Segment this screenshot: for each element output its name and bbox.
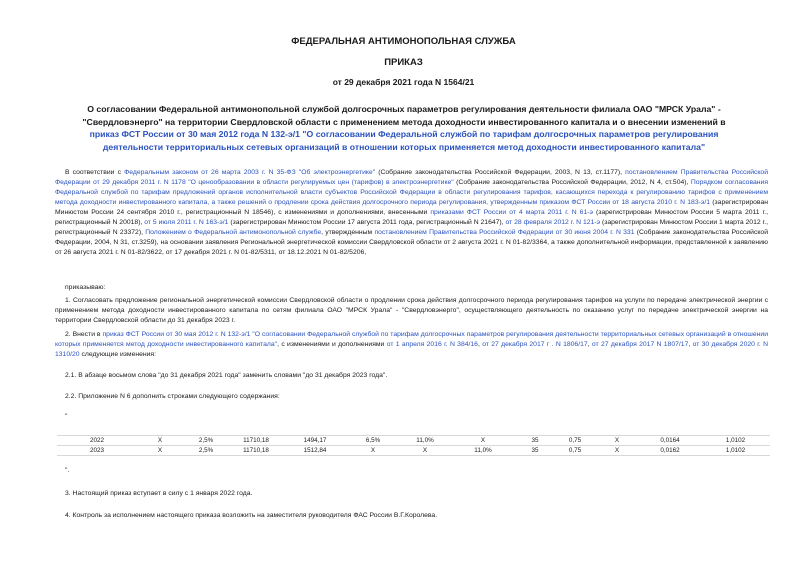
link-amend-1806[interactable]: от 27 декабря 2017 г . N 1806/17	[482, 341, 588, 348]
quote-close	[55, 466, 69, 476]
table-cell: 35	[515, 446, 555, 456]
title-link[interactable]: приказ ФСТ России от 30 мая 2012 года N 132-э/1 "О согласовании Федеральной службой по тарифам долгосрочных параметров регулирования деятельности территориальных сетевых организаций в отношении которых применяется метод доходности инвестированного капитала"	[89, 129, 719, 152]
item-2-1	[55, 371, 387, 381]
preamble-text: В соответствии с	[65, 169, 125, 176]
document-title	[70, 103, 738, 153]
table-cell: 0,0162	[639, 446, 701, 456]
link-fas-regulation[interactable]: Положением о Федеральной антимонопольной службе	[145, 229, 322, 236]
table-cell: 2,5%	[183, 446, 229, 456]
link-fst-order-132[interactable]: приказ ФСТ России от 30 мая 2012 г. N 132-э/1 "О согласовании Федеральной службой по тарифам долгосрочных параметров регулирования деятельности территориальных сетевых организаций в отношении которых применяется метод доходности инвестированного капитала"	[55, 331, 768, 348]
table-cell: 0,0164	[639, 436, 701, 446]
table-cell: 11710,18	[229, 446, 283, 456]
item-4	[55, 511, 437, 521]
quote-open	[55, 412, 67, 422]
table-cell: 2023	[57, 446, 137, 456]
table-cell: X	[137, 446, 183, 456]
table-cell: 11,0%	[399, 436, 451, 446]
table-cell: 1494,17	[283, 436, 347, 446]
table-cell: 6,5%	[347, 436, 399, 446]
preamble-paragraph	[55, 168, 768, 258]
table-cell: 11710,18	[229, 436, 283, 446]
link-fst-order-61[interactable]: приказами ФСТ России от 4 марта 2011 г. N 61-э	[430, 209, 593, 216]
orders-text: приказываю:	[65, 284, 106, 291]
link-amend-384[interactable]: от 1 апреля 2016 г. N 384/16	[386, 341, 478, 348]
table-cell: X	[451, 436, 515, 446]
preamble-text: , утвержденным	[321, 229, 375, 236]
preamble-text: (зарегистрирован Минюстом России 5 марта 2011 г., регистрационный N 20018),	[55, 209, 768, 226]
title-text: О согласовании Федеральной антимонопольной службой долгосрочных параметров регулирования деятельности филиала ОАО "МРСК Урала" - "Свердловэнерго" на территории Свердловской области с применением метода доходности инвестированного капитала и о внесении изменений в	[82, 104, 726, 127]
preamble-text: (зарегистрирован Минюстом России 17 августа 2011 года, регистрационный N 21647),	[228, 219, 506, 226]
item-2-text: ,	[688, 341, 693, 348]
table-cell: 11,0%	[451, 446, 515, 456]
link-amend-1310[interactable]: от 30 декабря 2020 г. N 1310/20	[55, 341, 769, 358]
quote-open-text: "	[65, 413, 68, 420]
table-cell: 1,0102	[701, 446, 770, 456]
link-fst-order-163[interactable]: от 5 июля 2011 г. N 163-э/1	[144, 219, 229, 226]
item-2-2	[55, 392, 280, 402]
table-cell: X	[137, 436, 183, 446]
item-3-text: 3. Настоящий приказ вступает в силу с 1 января 2022 года.	[65, 490, 253, 497]
link-amend-1807[interactable]: от 27 декабря 2017 N 1807/17	[591, 341, 689, 348]
link-federal-law[interactable]: Федеральным законом от 26 марта 2003 г. N 35-ФЗ "Об электроэнергетике"	[124, 169, 376, 176]
link-procedure[interactable]: Порядком согласования Федеральной службой по тарифам предложений органов исполнительной власти субъектов Российской Федерации в области регулирования тарифов, касающихся перехода к регулированию тарифов с применением метода доходности инвестированного капитала, а также решений о продлении срока действия долгосрочного периода регулирования, утвержденным приказом ФСТ России от 18 августа 2010 г. N 183-э/1	[55, 179, 769, 206]
item-2	[55, 330, 768, 360]
table-cell: X	[347, 446, 399, 456]
item-1	[55, 296, 768, 326]
table-cell: X	[595, 436, 639, 446]
item-2-text: 2. Внести в	[65, 331, 103, 338]
table-cell: 2022	[57, 436, 137, 446]
table-cell: 0,75	[555, 436, 595, 446]
item-2-2-text: 2.2. Приложение N 6 дополнить строками следующего содержания:	[65, 393, 280, 400]
preamble-text: (зарегистрирован Минюстом России 1 марта 2012 г., регистрационный N 23372),	[55, 219, 768, 236]
document-type: ПРИКАЗ	[384, 57, 423, 68]
link-decree-331[interactable]: постановлением Правительства Российской Федерации от 30 июня 2004 г. N 331	[374, 229, 635, 236]
table-cell: X	[399, 446, 451, 456]
item-2-text: ,	[477, 341, 483, 348]
item-2-1-text: 2.1. В абзаце восьмом слова "до 31 декабря 2021 года" заменить словами "до 31 декабря 2023 года".	[65, 372, 388, 379]
agency-name: ФЕДЕРАЛЬНАЯ АНТИМОНОПОЛЬНАЯ СЛУЖБА	[291, 36, 516, 47]
appendix-table	[57, 435, 770, 456]
preamble-text: (Собрание законодательства Российской Федерации, 2012, N 4, ст.504),	[453, 179, 691, 186]
item-2-text: ,	[587, 341, 592, 348]
item-3	[55, 489, 252, 499]
preamble-text: (Собрание законодательства Российской Федерации, 2003, N 13, ст.1177),	[375, 169, 626, 176]
table-cell: 1512,84	[283, 446, 347, 456]
item-1-text: 1. Согласовать предложение региональной энергетической комиссии Свердловской области о продлении срока действия долгосрочного периода регулирования тарифов на услуги по передаче электрической энергии с применением метода доходности инвестированного капитала по сетям филиала ОАО "МРСК Урала" - "Свердловэнерго", осуществляющего деятельность по оказанию услуг по передаче электрической энергии на территории Свердловской области до 31 декабря 2023 г.	[55, 297, 768, 324]
preamble-text: (Собрание законодательства Российской Федерации, 2004, N 31, ст.3259), на основании заявления Региональной энергетической комиссии Свердловской области от 2 августа 2021 г. N 01-82/3364, а также дополнительной информации, представленной к заявлению от 26 августа 2021 г. N 01-82/3622, от 17 декабря 2021 г. N 01-82/5311, от 18.12.2021 N 01-82/5206,	[55, 229, 768, 256]
link-fst-order-121[interactable]: от 28 февраля 2012 г. N 121-э	[505, 219, 601, 226]
link-government-decree[interactable]: постановлением Правительства Российской Федерации от 29 декабря 2011 г. N 1178 "О ценообразовании в области регулируемых цен (тарифов) в электроэнергетике"	[55, 169, 769, 186]
table-cell: X	[595, 446, 639, 456]
quote-close-text: ".	[65, 467, 70, 474]
orders-line	[55, 283, 768, 293]
item-2-text: , с изменениями и дополнениями	[277, 341, 387, 348]
table-cell: 0,75	[555, 446, 595, 456]
table-cell: 1,0102	[701, 436, 770, 446]
preamble-text: (зарегистрирован Минюстом России 24 сентября 2010 г., регистрационный N 18546), с изменениями и дополнениями, внесенными	[55, 199, 769, 216]
table-row	[57, 446, 770, 456]
item-4-text: 4. Контроль за исполнением настоящего приказа возложить на заместителя руководителя ФАС России В.Г.Королева.	[65, 512, 438, 519]
table-row	[57, 436, 770, 446]
document-date-number: от 29 декабря 2021 года N 1564/21	[332, 77, 475, 87]
item-2-text: следующие изменения:	[79, 351, 156, 358]
table-cell: 2,5%	[183, 436, 229, 446]
table-cell: 35	[515, 436, 555, 446]
